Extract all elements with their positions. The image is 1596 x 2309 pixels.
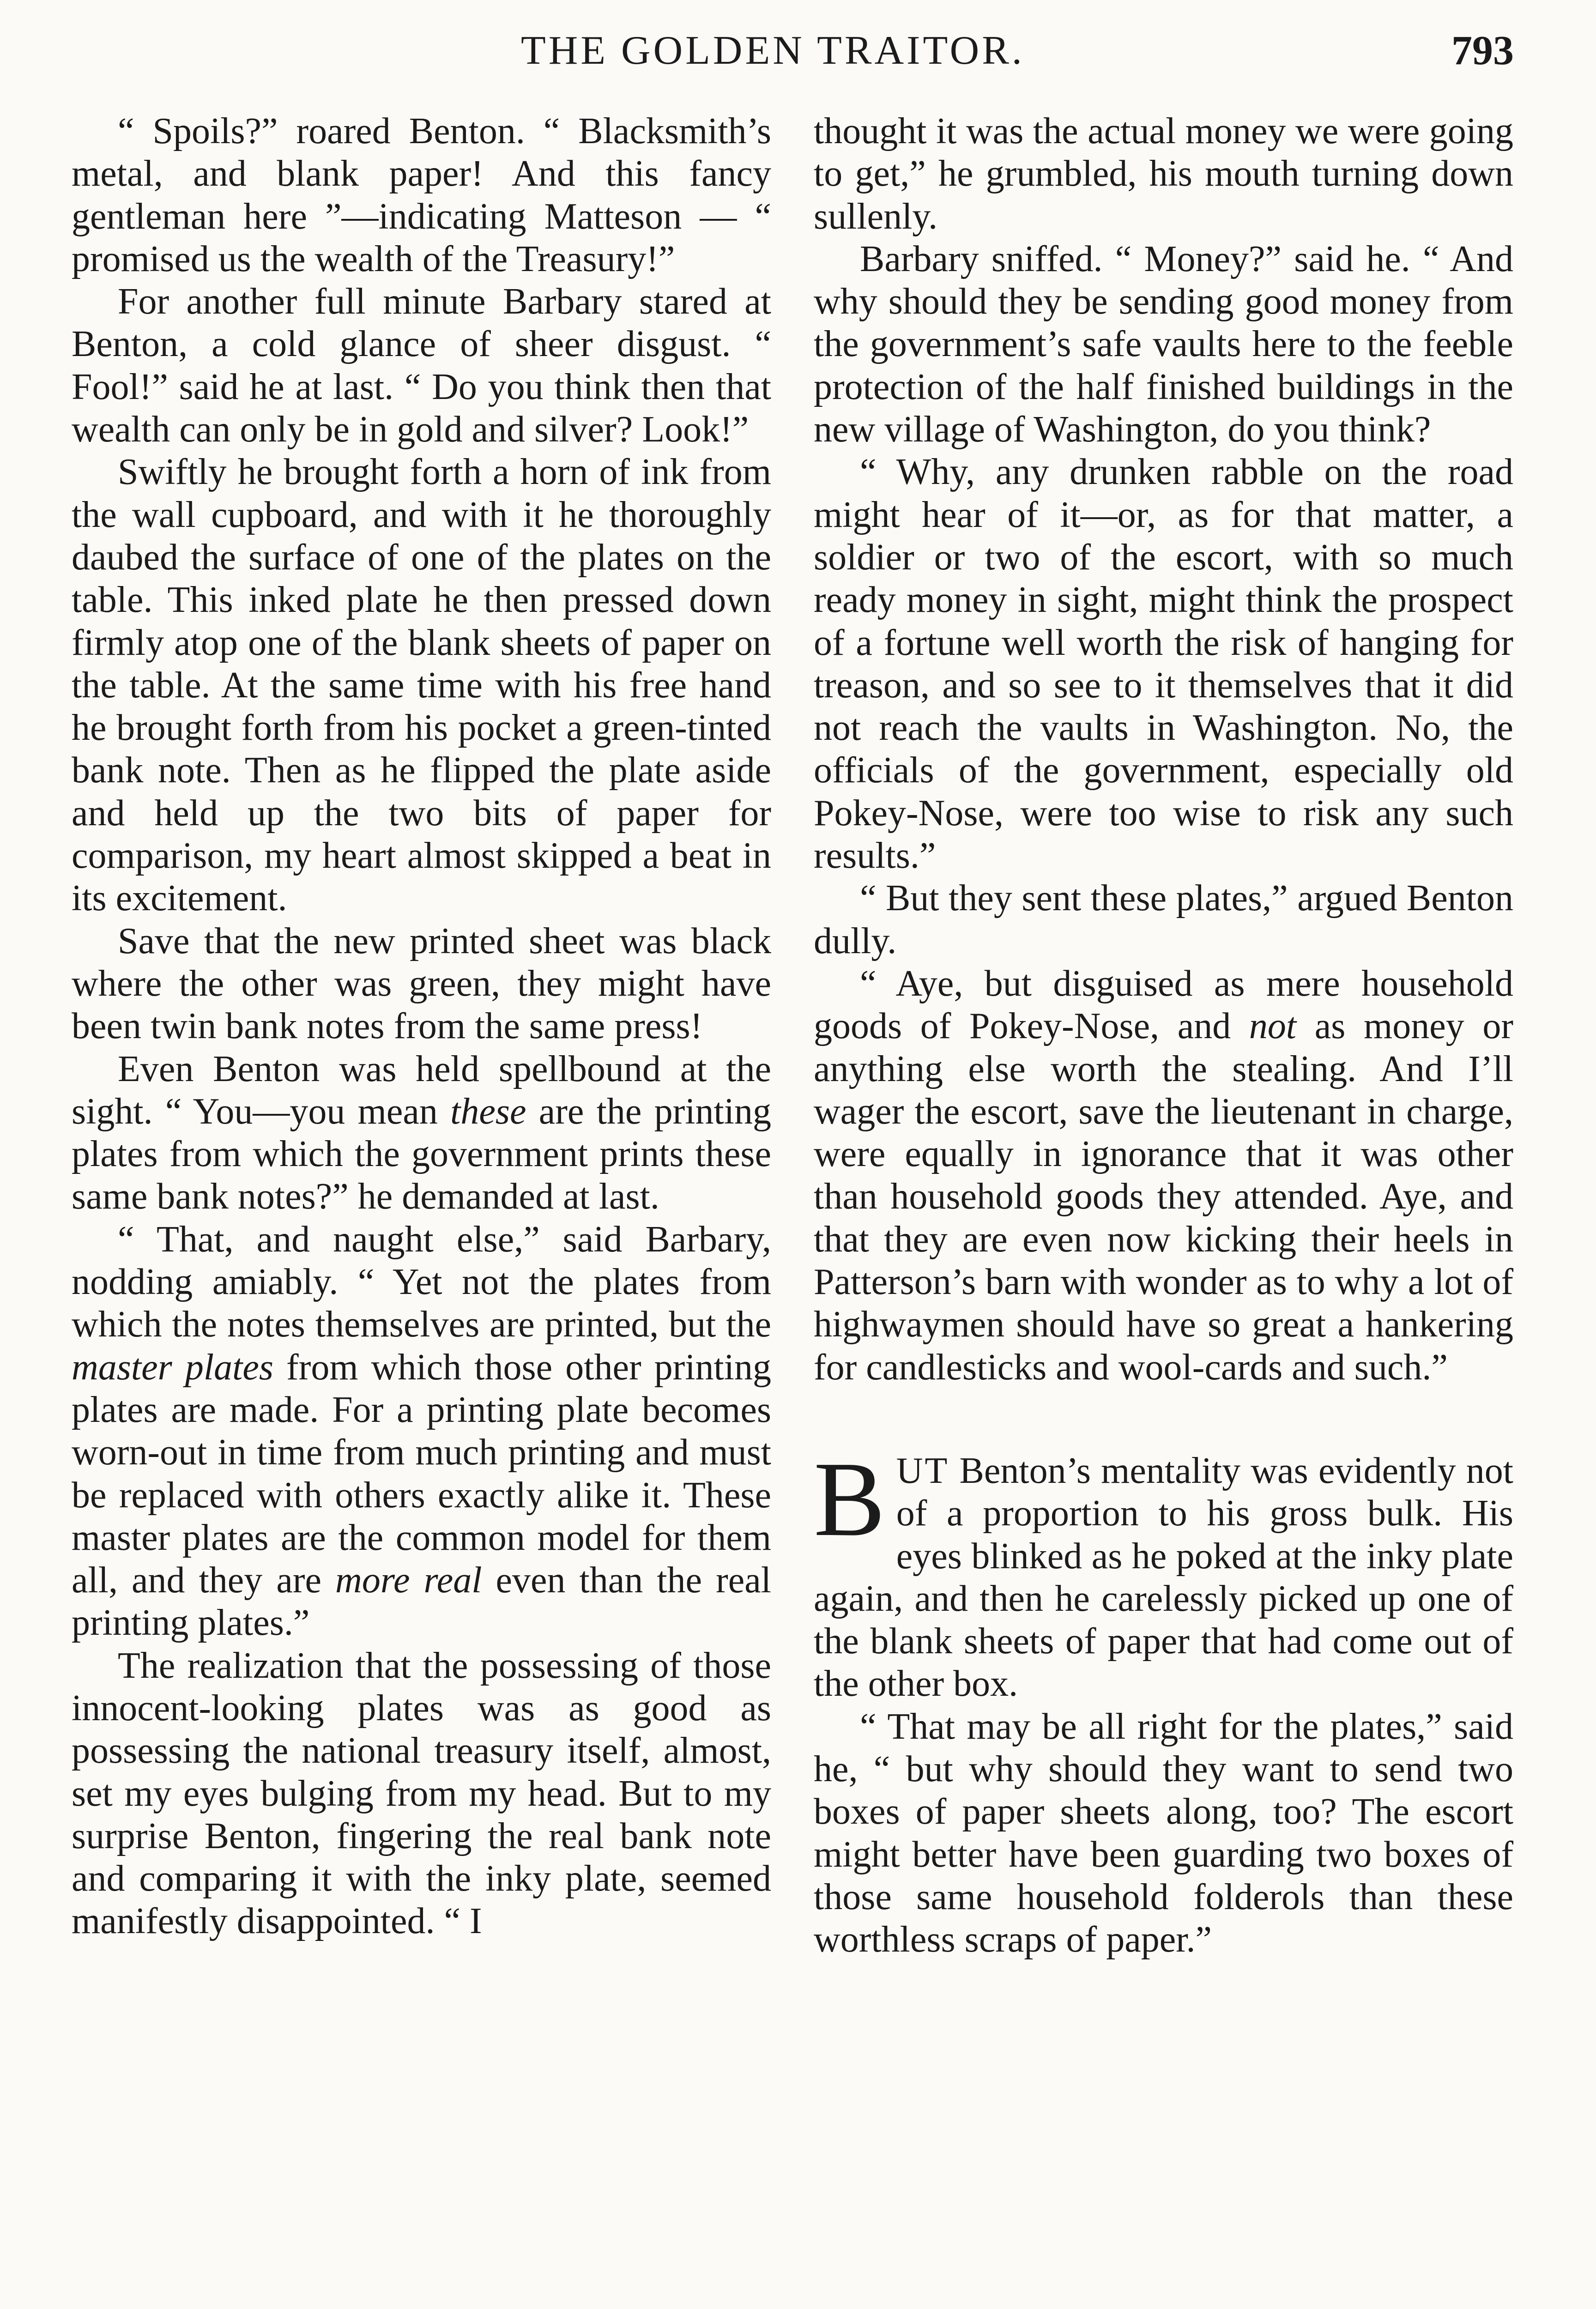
small-caps: UT bbox=[896, 1450, 949, 1491]
paragraph-text: “ Aye, but disguised as mere household goods of Pokey-Nose, and bbox=[814, 963, 1513, 1047]
paragraph: “ Spoils?” roared Benton. “ Blacksmith’s metal, and blank paper! And this fancy gentleman here ”—indicating Matteson — “ promised us the wealth of the Treasury!” bbox=[72, 111, 771, 279]
right-column bbox=[814, 110, 1513, 1961]
paragraph: “ But they sent these plates,” argued Benton dully. bbox=[814, 878, 1513, 961]
paragraph-continued: thought it was the actual money we were going to get,” he grumbled, his mouth turning down sullenly. bbox=[814, 111, 1513, 237]
drop-cap: B bbox=[814, 1439, 885, 1559]
italic-emphasis: not bbox=[1249, 1006, 1297, 1047]
running-head bbox=[0, 23, 1596, 79]
paragraph: Swiftly he brought forth a horn of ink from the wall cupboard, and with it he thoroughly daubed the surface of one of the plates on the table. This inked plate he then pressed down firmly atop one of the blank sheets of paper on the table. At the same time with his free hand he brought forth from his pocket a green-tinted bank note. Then as he flipped the plate aside and held up the two bits of paper for comparison, my heart almost skipped a beat in its excitement. bbox=[72, 452, 771, 919]
paragraph: “ That may be all right for the plates,” said he, “ but why should they want to send two boxes of paper sheets along, too? The escort might better have been guarding two boxes of those same household folderols than these worthless scraps of paper.” bbox=[814, 1706, 1513, 1960]
paragraph: Barbary sniffed. “ Money?” said he. “ And why should they be sending good money from the government’s safe vaults here to the feeble protection of the half finished buildings in the new village of Washington, do you think? bbox=[814, 238, 1513, 450]
paragraph: “ Why, any drunken rabble on the road might hear of it—or, as for that matter, a soldier or two of the escort, with so much ready money in sight, might think the prospect of a fortune well worth the risk of hanging for treason, and so see to it themselves that it did not reach the vaults in Washington. No, the officials of the government, especially old Pokey-Nose, were too wise to risk any such results.” bbox=[814, 452, 1513, 876]
paragraph-text: Even Benton was held spellbound at the sight. “ You—you mean bbox=[72, 1048, 771, 1132]
paragraph: For another full minute Barbary stared at Benton, a cold glance of sheer disgust. “ Fool!” said he at last. “ Do you think then that wealth can only be in gold and silver? Look!” bbox=[72, 281, 771, 450]
paragraph-text: “ That, and naught else,” said Barbary, nodding amiably. “ Yet not the plates from which the notes themselves are printed, but the bbox=[72, 1219, 771, 1345]
paragraph-text: from which those other printing plates are made. For a printing plate becomes worn-out in time from much printing and must be replaced with others exactly alike it. These master plates are the common model for them all, and they are bbox=[72, 1347, 772, 1601]
page-number: 793 bbox=[1451, 28, 1514, 73]
paragraph bbox=[72, 1048, 771, 1218]
italic-emphasis: master plates bbox=[72, 1347, 273, 1388]
section-opening-paragraph bbox=[814, 1439, 1513, 1705]
paragraph: The realization that the possessing of those innocent-looking plates was as good as possessing the national treasury itself, almost, set my eyes bulging from my head. But to my surprise Benton, fingering the real bank note and comparing it with the inky plate, seemed manifestly disappointed. “ I bbox=[72, 1645, 771, 1942]
paragraph-text: Benton’s mentality was evidently not of a proportion to his gross bulk. His eyes blinked as he poked at the inky plate again, and then he carelessly picked up one of the blank sheets of paper that had come out of the other box. bbox=[814, 1450, 1513, 1705]
italic-emphasis: more real bbox=[335, 1560, 482, 1601]
running-title: THE GOLDEN TRAITOR. bbox=[521, 28, 1025, 73]
italic-emphasis: these bbox=[450, 1091, 526, 1132]
paragraph bbox=[814, 962, 1513, 1389]
paragraph-text: as money or anything else worth the stealing. And I’ll wager the escort, save the lieutenant in charge, were equally in ignorance that it was other than household goods they attended. Aye, and that they are even now kicking their heels in Patterson’s barn with wonder as to why a lot of highwaymen should have so great a hankering for candlesticks and wool-cards and such.” bbox=[814, 1006, 1513, 1388]
section-break bbox=[814, 1389, 1513, 1450]
paragraph: Save that the new printed sheet was black where the other was green, they might have been twin bank notes from the same press! bbox=[72, 920, 771, 1047]
left-column bbox=[72, 110, 771, 1943]
paragraph bbox=[72, 1218, 771, 1644]
paragraph-text: are the printing plates from which the government prints these same bank notes?” he demanded at last. bbox=[72, 1091, 771, 1217]
paragraph-text: even than the real printing plates.” bbox=[72, 1560, 771, 1644]
